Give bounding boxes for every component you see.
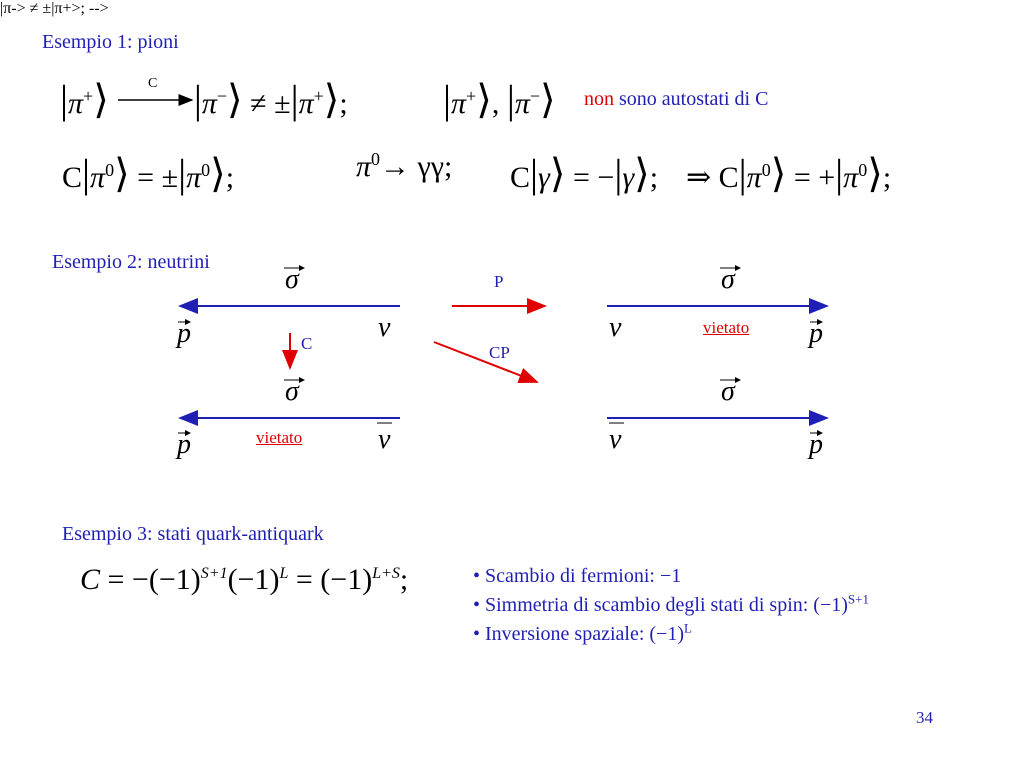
c-transform-label: C bbox=[301, 334, 313, 353]
neutrino-tr: ν bbox=[609, 312, 622, 343]
c-parity-formula: $C = -(-1)^{S+1}(-1)^L = (-1)^{L+S}$; bbox=[80, 563, 409, 596]
forbidden-label-parity: vietato bbox=[703, 318, 750, 337]
bullet-spin-symmetry: • Simmetria di scambio degli stati di spin: $(-1)^{S+1}$ bbox=[473, 591, 869, 616]
page-number: 34 bbox=[916, 708, 933, 727]
momentum-p-tr: p bbox=[809, 318, 823, 349]
pion-states-pair: |π+⟩, |π−⟩ bbox=[443, 77, 556, 122]
momentum-p-br: p bbox=[809, 429, 823, 460]
momentum-p-bl: p bbox=[177, 429, 191, 460]
forbidden-label-c: vietato bbox=[256, 428, 303, 447]
pi0-decay-equation: $\pi^0\to \gamma\gamma$; bbox=[356, 149, 453, 183]
c-operator-label: C bbox=[148, 76, 158, 91]
pion-c-transform-equation: |π+⟩ |π−⟩ ≠ ±|π+⟩; bbox=[60, 77, 348, 122]
spin-sigma-tr: σ bbox=[721, 264, 735, 295]
pi0-c-positive-equation: ⇒ $C|\pi^0⟩$ = $+|\pi^0⟩$; bbox=[686, 151, 892, 196]
p-transform-label: P bbox=[494, 272, 504, 291]
spin-sigma-bl: σ bbox=[285, 376, 299, 407]
spin-sigma-tl: σ bbox=[285, 264, 299, 295]
momentum-p-tl: p bbox=[177, 318, 191, 349]
pi0-c-eigenvalue-equation: $C|\pi^0⟩$ = $\pm|\pi^0⟩$; bbox=[62, 151, 235, 196]
neutrino-tl: ν bbox=[378, 312, 391, 343]
example1-heading: Esempio 1: pioni bbox=[42, 31, 179, 53]
photon-c-equation: C|γ⟩ = −|γ⟩; bbox=[510, 151, 659, 196]
antineutrino-bl: ν bbox=[378, 424, 391, 455]
spin-sigma-br: σ bbox=[721, 376, 735, 407]
bullet-spatial-inversion: • Inversione spaziale: $(-1)^L$ bbox=[473, 620, 692, 645]
cp-transform-label: CP bbox=[489, 343, 510, 362]
example2-heading: Esempio 2: neutrini bbox=[52, 251, 210, 273]
eigenstate-note: non sono autostati di C bbox=[584, 88, 769, 110]
bullet-fermion-exchange: • Scambio di fermioni: −1 bbox=[473, 565, 682, 587]
cp-arrow bbox=[434, 342, 537, 382]
antineutrino-br: ν bbox=[609, 424, 622, 455]
example3-heading: Esempio 3: stati quark-antiquark bbox=[62, 523, 324, 545]
